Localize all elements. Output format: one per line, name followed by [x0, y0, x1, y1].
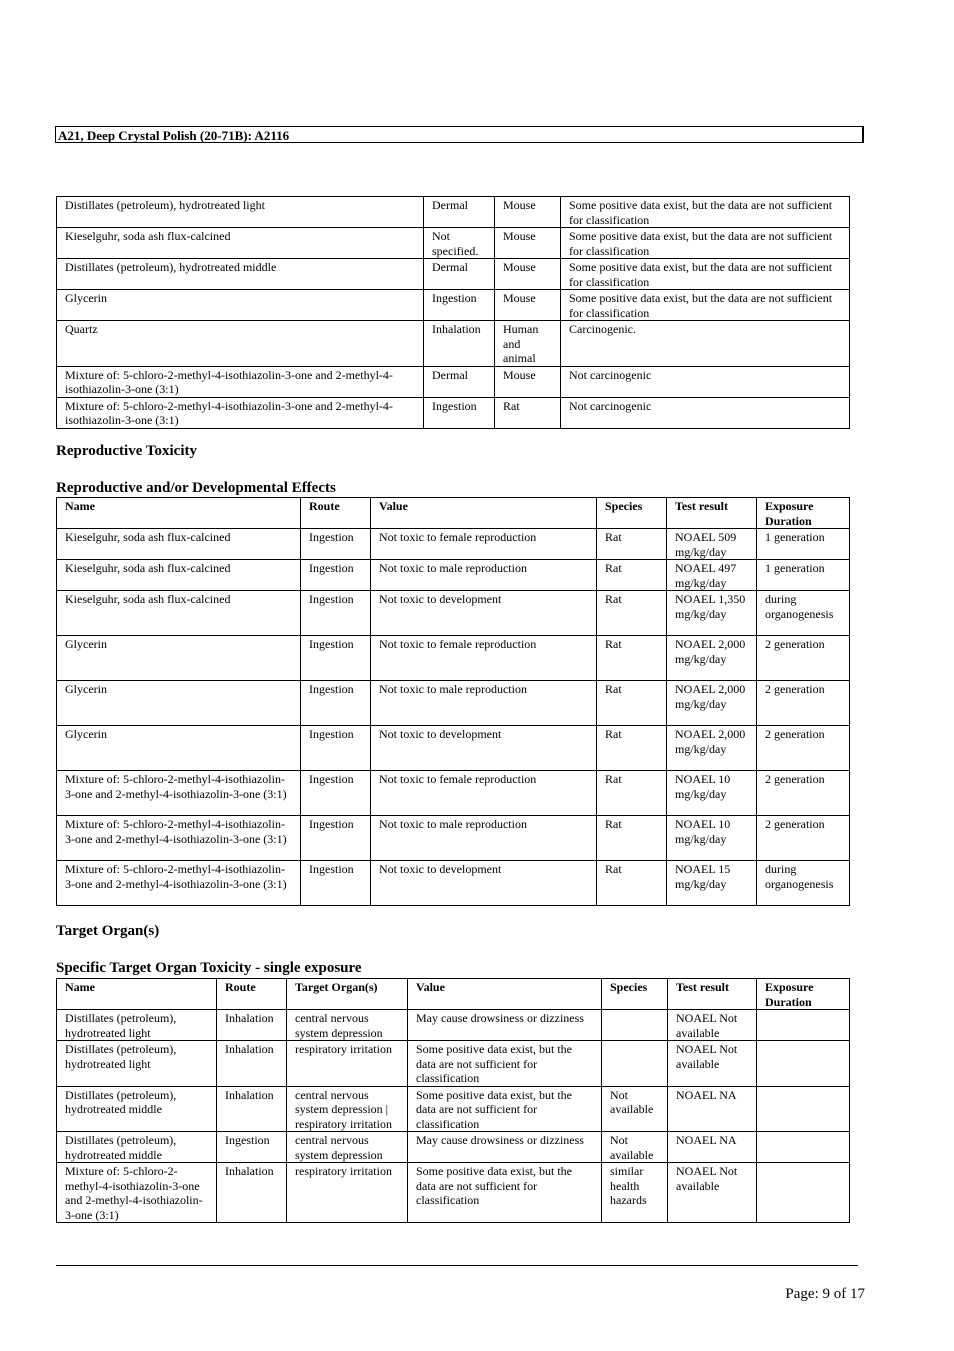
- cell-species: Rat: [597, 816, 667, 861]
- col-header-test-result: Test result: [667, 498, 757, 529]
- cell-name: Glycerin: [57, 681, 301, 726]
- cell-route: Ingestion: [301, 591, 371, 636]
- cell-species: Rat: [597, 529, 667, 560]
- cell-value: Not toxic to male reproduction: [371, 560, 597, 591]
- cell-name: Distillates (petroleum), hydrotreated light: [57, 1041, 217, 1087]
- cell-exposure-duration: 2 generation: [757, 771, 850, 816]
- cell-test-result: NOAEL Not available: [668, 1041, 757, 1087]
- cell-target-organs: central nervous system depression | respiratory irritation: [287, 1086, 408, 1132]
- cell-species: Mouse: [495, 197, 561, 228]
- cell-exposure-duration: [757, 1086, 850, 1132]
- cell-value: Some positive data exist, but the data are not sufficient for classification: [408, 1041, 602, 1087]
- cell-species: [602, 1041, 668, 1087]
- cell-exposure-duration: 2 generation: [757, 816, 850, 861]
- cell-species: Rat: [597, 560, 667, 591]
- cell-exposure-duration: [757, 1132, 850, 1163]
- footer-divider: [56, 1265, 858, 1266]
- cell-target-organs: central nervous system depression: [287, 1010, 408, 1041]
- cell-exposure-duration: [757, 1010, 850, 1041]
- table-row: [57, 1132, 850, 1163]
- cell-value: Not toxic to female reproduction: [371, 636, 597, 681]
- cell-exposure-duration: 1 generation: [757, 529, 850, 560]
- target-organ-table: [56, 978, 850, 1223]
- cell-value: Not toxic to male reproduction: [371, 816, 597, 861]
- reproductive-toxicity-title: Reproductive Toxicity: [56, 443, 197, 459]
- document-header: A21, Deep Crystal Polish (20-71B): A2116: [55, 126, 864, 143]
- cell-name: Distillates (petroleum), hydrotreated light: [57, 1010, 217, 1041]
- cell-value: Carcinogenic.: [561, 321, 850, 367]
- cell-exposure-duration: 1 generation: [757, 560, 850, 591]
- cell-name: Kieselguhr, soda ash flux-calcined: [57, 228, 424, 259]
- col-header-value: Value: [408, 979, 602, 1010]
- table-row: [57, 816, 850, 861]
- cell-test-result: NOAEL 10 mg/kg/day: [667, 816, 757, 861]
- table-row: [57, 1086, 850, 1132]
- col-header-species: Species: [602, 979, 668, 1010]
- cell-species: Rat: [597, 681, 667, 726]
- cell-test-result: NOAEL 1,350 mg/kg/day: [667, 591, 757, 636]
- cell-test-result: NOAEL 10 mg/kg/day: [667, 771, 757, 816]
- cell-value: Not carcinogenic: [561, 366, 850, 397]
- cell-value: Some positive data exist, but the data are not sufficient for classification: [561, 259, 850, 290]
- cell-name: Mixture of: 5-chloro-2-methyl-4-isothiazolin-3-one and 2-methyl-4-isothiazolin-3-one (3:1): [57, 1163, 217, 1223]
- cell-route: Dermal: [424, 197, 495, 228]
- col-header-exposure-duration: Exposure Duration: [757, 979, 850, 1010]
- table-row: [57, 1041, 850, 1087]
- cell-target-organs: respiratory irritation: [287, 1041, 408, 1087]
- cell-exposure-duration: during organogenesis: [757, 591, 850, 636]
- cell-value: May cause drowsiness or dizziness: [408, 1132, 602, 1163]
- cell-route: Ingestion: [217, 1132, 287, 1163]
- col-header-name: Name: [57, 498, 301, 529]
- cell-value: Some positive data exist, but the data are not sufficient for classification: [561, 228, 850, 259]
- cell-name: Kieselguhr, soda ash flux-calcined: [57, 529, 301, 560]
- cell-name: Kieselguhr, soda ash flux-calcined: [57, 560, 301, 591]
- col-header-value: Value: [371, 498, 597, 529]
- cell-route: Dermal: [424, 366, 495, 397]
- cell-name: Mixture of: 5-chloro-2-methyl-4-isothiazolin-3-one and 2-methyl-4-isothiazolin-3-one (3:1): [57, 771, 301, 816]
- cell-value: Some positive data exist, but the data are not sufficient for classification: [561, 197, 850, 228]
- reproductive-effects-subtitle: Reproductive and/or Developmental Effects: [56, 480, 336, 496]
- page-number: Page: 9 of 17: [785, 1286, 865, 1302]
- cell-species: [602, 1010, 668, 1041]
- cell-value: Some positive data exist, but the data are not sufficient for classification: [408, 1163, 602, 1223]
- cell-name: Mixture of: 5-chloro-2-methyl-4-isothiazolin-3-one and 2-methyl-4-isothiazolin-3-one (3:1): [57, 816, 301, 861]
- cell-test-result: NOAEL 497 mg/kg/day: [667, 560, 757, 591]
- table-row: [57, 321, 850, 367]
- table-row: [57, 290, 850, 321]
- col-header-route: Route: [301, 498, 371, 529]
- cell-species: Rat: [597, 771, 667, 816]
- cell-species: Rat: [597, 726, 667, 771]
- table-row: [57, 1163, 850, 1223]
- cell-species: Rat: [597, 861, 667, 906]
- cell-route: Ingestion: [424, 397, 495, 428]
- table-row: [57, 529, 850, 560]
- cell-test-result: NOAEL 2,000 mg/kg/day: [667, 681, 757, 726]
- cell-target-organs: central nervous system depression: [287, 1132, 408, 1163]
- table-row: [57, 591, 850, 636]
- cell-species: Mouse: [495, 259, 561, 290]
- cell-name: Quartz: [57, 321, 424, 367]
- cell-test-result: NOAEL NA: [668, 1132, 757, 1163]
- cell-value: Not toxic to development: [371, 861, 597, 906]
- cell-test-result: NOAEL Not available: [668, 1010, 757, 1041]
- cell-route: Ingestion: [301, 681, 371, 726]
- col-header-test-result: Test result: [668, 979, 757, 1010]
- cell-route: Ingestion: [301, 726, 371, 771]
- cell-route: Dermal: [424, 259, 495, 290]
- cell-exposure-duration: 2 generation: [757, 681, 850, 726]
- cell-exposure-duration: 2 generation: [757, 726, 850, 771]
- cell-name: Distillates (petroleum), hydrotreated light: [57, 197, 424, 228]
- cell-value: Not toxic to development: [371, 591, 597, 636]
- cell-exposure-duration: 2 generation: [757, 636, 850, 681]
- target-organ-header-row: [57, 979, 850, 1010]
- table-row: [57, 726, 850, 771]
- table-row: [57, 560, 850, 591]
- cell-value: Not toxic to female reproduction: [371, 771, 597, 816]
- cell-exposure-duration: [757, 1041, 850, 1087]
- cell-name: Mixture of: 5-chloro-2-methyl-4-isothiazolin-3-one and 2-methyl-4-isothiazolin-3-one (3:1): [57, 861, 301, 906]
- cell-value: Not carcinogenic: [561, 397, 850, 428]
- cell-route: Ingestion: [301, 861, 371, 906]
- cell-species: Mouse: [495, 366, 561, 397]
- cell-route: Not specified.: [424, 228, 495, 259]
- cell-species: Mouse: [495, 228, 561, 259]
- cell-route: Inhalation: [217, 1041, 287, 1087]
- cell-value: Not toxic to female reproduction: [371, 529, 597, 560]
- cell-value: Not toxic to development: [371, 726, 597, 771]
- cell-route: Inhalation: [424, 321, 495, 367]
- cell-test-result: NOAEL 2,000 mg/kg/day: [667, 726, 757, 771]
- cell-species: Not available: [602, 1132, 668, 1163]
- table-row: [57, 636, 850, 681]
- stot-single-exposure-subtitle: Specific Target Organ Toxicity - single exposure: [56, 960, 362, 976]
- table-row: [57, 397, 850, 428]
- reproductive-table: [56, 497, 850, 906]
- cell-test-result: NOAEL Not available: [668, 1163, 757, 1223]
- cell-species: Rat: [597, 636, 667, 681]
- table-row: [57, 1010, 850, 1041]
- cell-name: Mixture of: 5-chloro-2-methyl-4-isothiazolin-3-one and 2-methyl-4-isothiazolin-3-one (3:1): [57, 366, 424, 397]
- col-header-route: Route: [217, 979, 287, 1010]
- cell-name: Distillates (petroleum), hydrotreated middle: [57, 1086, 217, 1132]
- cell-value: Some positive data exist, but the data are not sufficient for classification: [561, 290, 850, 321]
- cell-name: Glycerin: [57, 636, 301, 681]
- table-row: [57, 228, 850, 259]
- target-organs-title: Target Organ(s): [56, 923, 160, 939]
- cell-name: Glycerin: [57, 726, 301, 771]
- cell-route: Ingestion: [301, 560, 371, 591]
- cell-route: Ingestion: [424, 290, 495, 321]
- cell-species: Rat: [597, 591, 667, 636]
- cell-species: Not available: [602, 1086, 668, 1132]
- cell-species: Rat: [495, 397, 561, 428]
- table-row: [57, 681, 850, 726]
- cell-route: Inhalation: [217, 1010, 287, 1041]
- col-header-species: Species: [597, 498, 667, 529]
- cell-route: Ingestion: [301, 816, 371, 861]
- cell-name: Kieselguhr, soda ash flux-calcined: [57, 591, 301, 636]
- cell-exposure-duration: during organogenesis: [757, 861, 850, 906]
- cell-name: Mixture of: 5-chloro-2-methyl-4-isothiazolin-3-one and 2-methyl-4-isothiazolin-3-one (3:1): [57, 397, 424, 428]
- cell-route: Inhalation: [217, 1163, 287, 1223]
- cell-test-result: NOAEL 509 mg/kg/day: [667, 529, 757, 560]
- cell-name: Distillates (petroleum), hydrotreated middle: [57, 1132, 217, 1163]
- cell-target-organs: respiratory irritation: [287, 1163, 408, 1223]
- cell-name: Distillates (petroleum), hydrotreated middle: [57, 259, 424, 290]
- cell-species: Mouse: [495, 290, 561, 321]
- carcinogenicity-table: [56, 196, 850, 429]
- cell-value: Some positive data exist, but the data are not sufficient for classification: [408, 1086, 602, 1132]
- reproductive-header-row: [57, 498, 850, 529]
- table-row: [57, 197, 850, 228]
- col-header-target-organs: Target Organ(s): [287, 979, 408, 1010]
- cell-route: Ingestion: [301, 636, 371, 681]
- cell-test-result: NOAEL NA: [668, 1086, 757, 1132]
- cell-test-result: NOAEL 15 mg/kg/day: [667, 861, 757, 906]
- table-row: [57, 861, 850, 906]
- table-row: [57, 771, 850, 816]
- cell-value: Not toxic to male reproduction: [371, 681, 597, 726]
- cell-route: Ingestion: [301, 529, 371, 560]
- cell-route: Ingestion: [301, 771, 371, 816]
- cell-species: similar health hazards: [602, 1163, 668, 1223]
- cell-name: Glycerin: [57, 290, 424, 321]
- table-row: [57, 366, 850, 397]
- col-header-exposure-duration: Exposure Duration: [757, 498, 850, 529]
- cell-test-result: NOAEL 2,000 mg/kg/day: [667, 636, 757, 681]
- col-header-name: Name: [57, 979, 217, 1010]
- cell-exposure-duration: [757, 1163, 850, 1223]
- cell-species: Human and animal: [495, 321, 561, 367]
- cell-value: May cause drowsiness or dizziness: [408, 1010, 602, 1041]
- table-row: [57, 259, 850, 290]
- cell-route: Inhalation: [217, 1086, 287, 1132]
